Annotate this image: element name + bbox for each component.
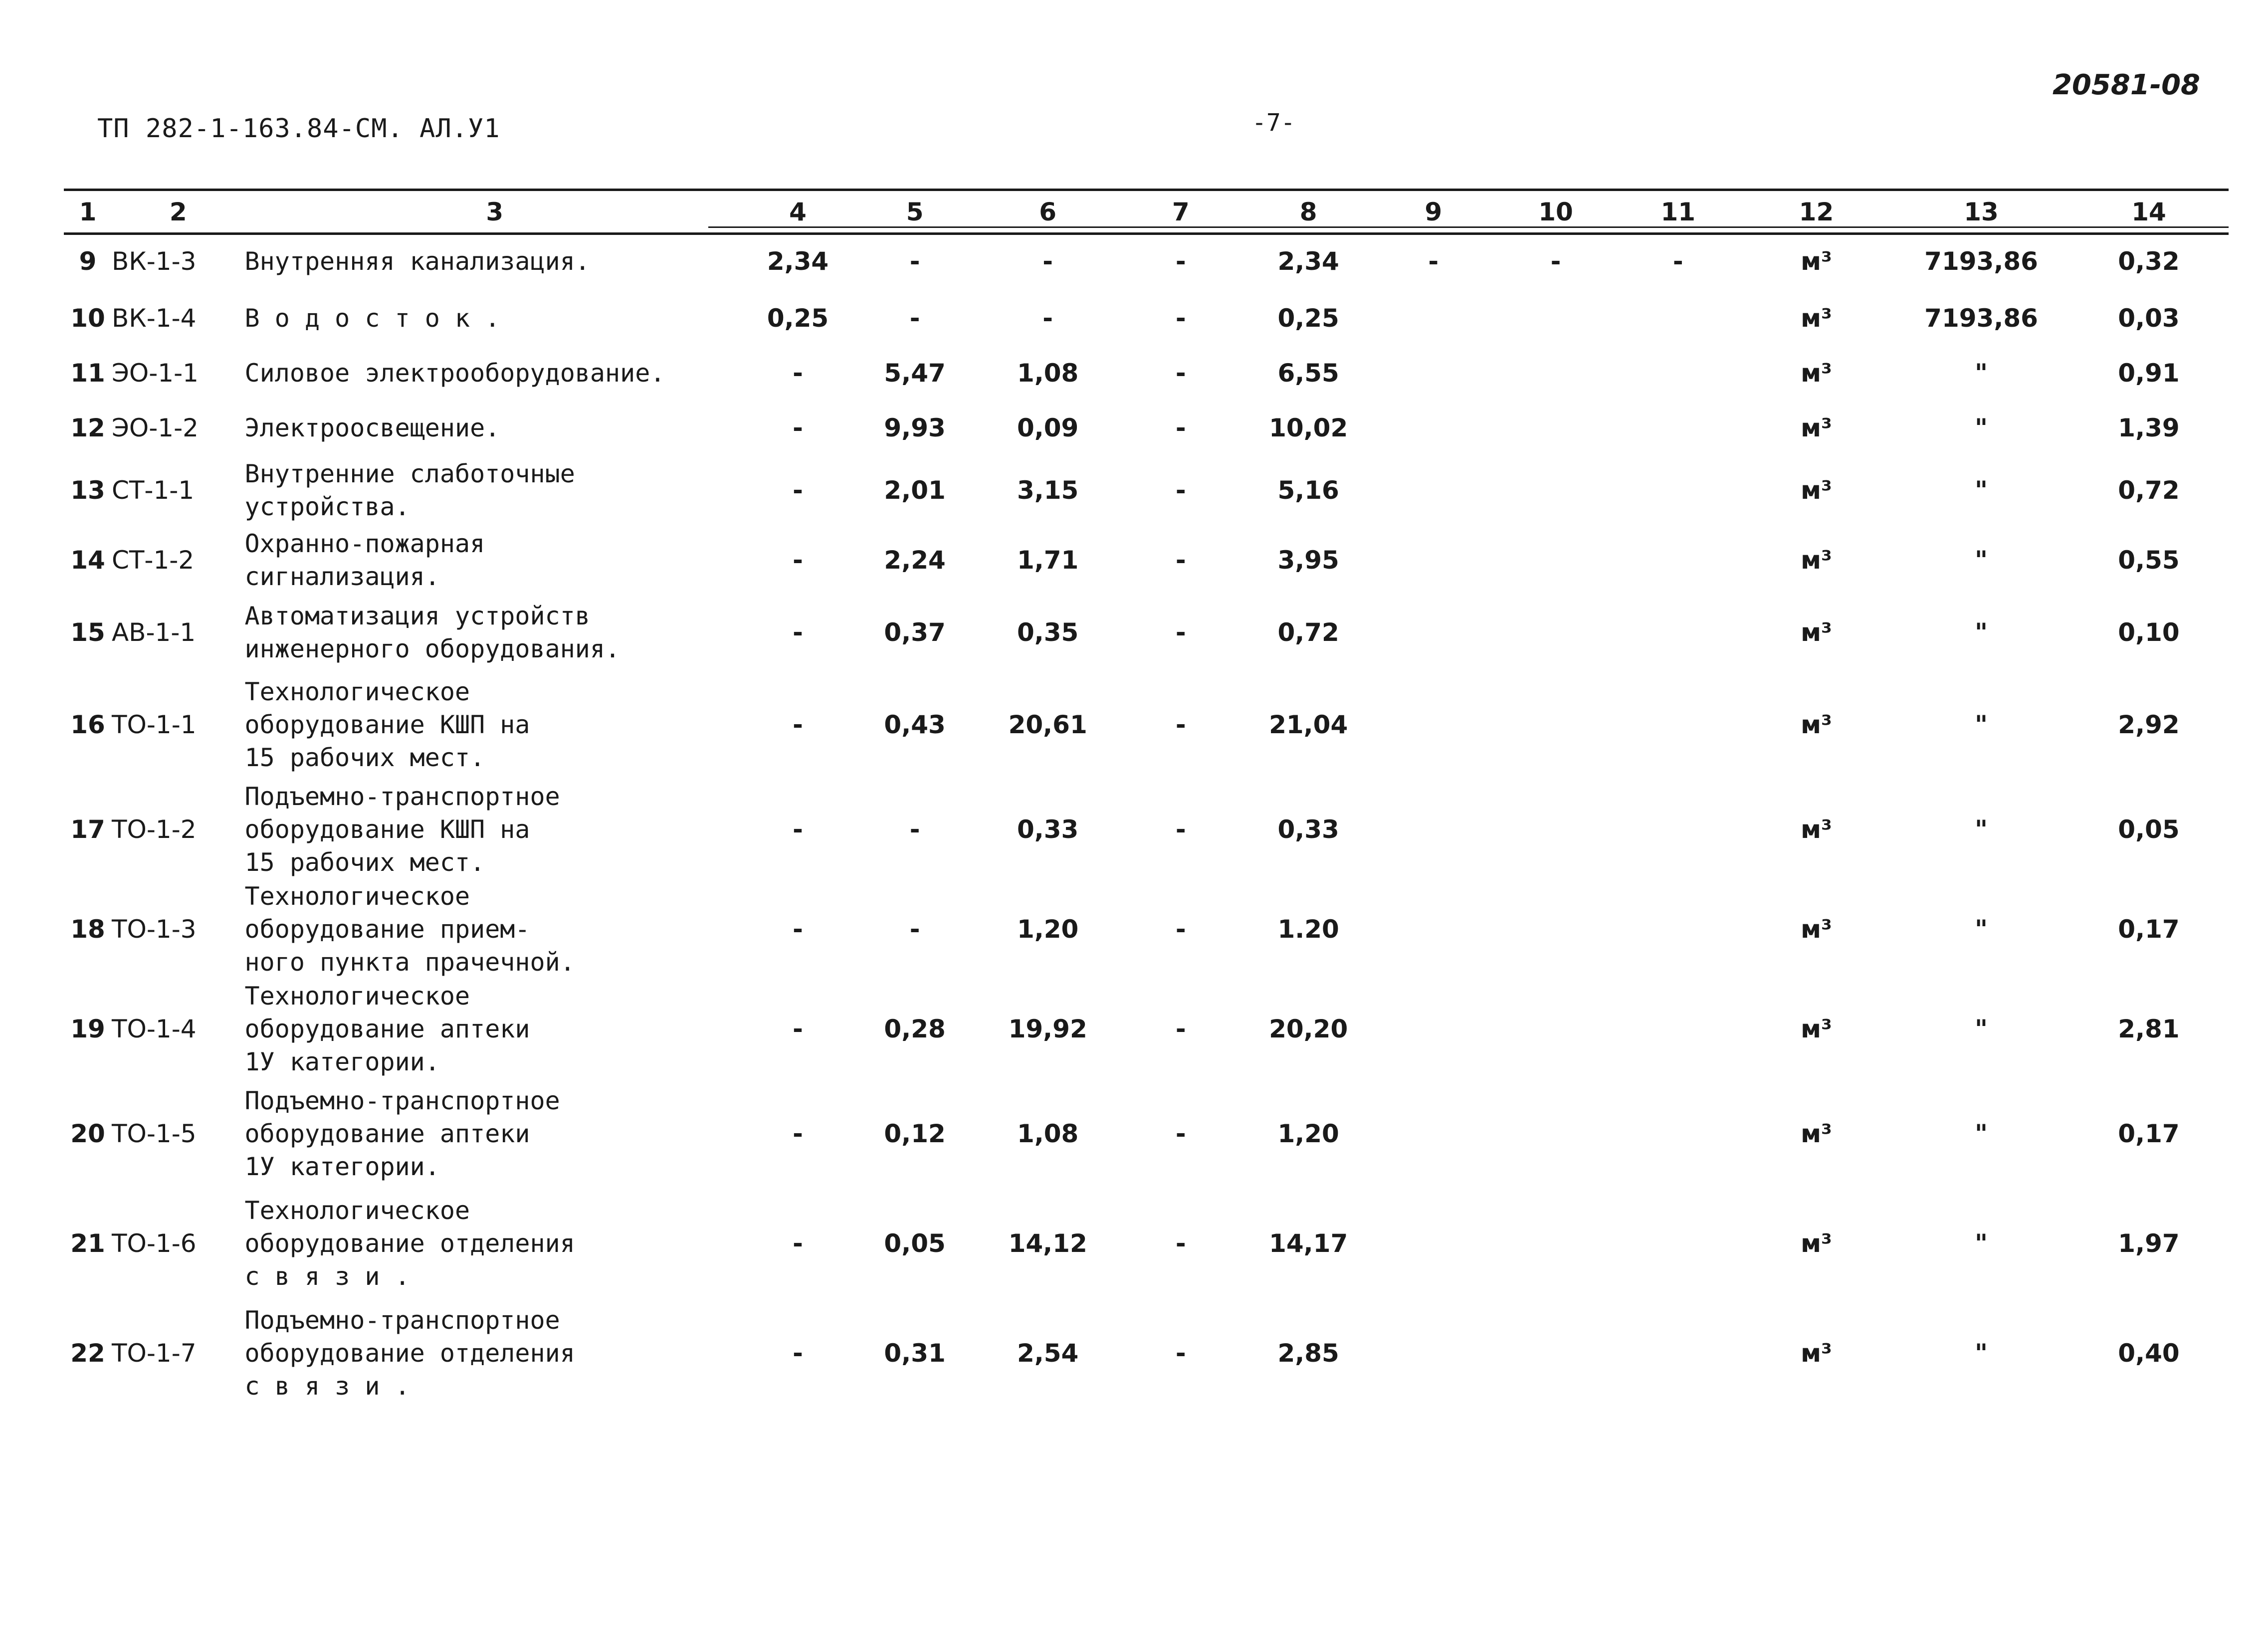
value-cell-c7: - [1175,710,1186,739]
value-cell-c6: 20,61 [1008,710,1087,739]
value-cell-c8: 1,20 [1277,1119,1339,1148]
value-cell-c7: - [1175,1339,1186,1368]
row-name-line: с в я з и . [244,1262,410,1291]
value-cell-c11 [1617,780,1739,879]
row-number: 12 [70,413,105,442]
table-row [64,291,2229,346]
value-cell-c9 [1372,1189,1494,1298]
row-code: СТ-1-1 [111,476,195,505]
value-cell-c11 [1617,879,1739,979]
column-header: 14 [2131,198,2166,226]
value-cell-c5: 0,12 [884,1119,946,1148]
value-cell-c5: - [909,815,920,844]
value-cell-c10 [1494,291,1617,346]
value-cell-c5: 5,47 [884,359,946,388]
unit-cell: м³ [1801,359,1832,388]
value-cell-c14: 0,03 [2118,304,2180,333]
row-name-line: Технологическое [244,1196,470,1225]
row-name-line: оборудование отделения [244,1339,575,1368]
column-header: 9 [1425,198,1443,226]
value-cell-c4: - [793,1339,803,1368]
value-cell-c5: 0,05 [884,1229,946,1258]
value-cell-c7: - [1175,476,1186,505]
value-cell-c5: 0,28 [884,1015,946,1043]
value-cell-c5: - [909,247,920,276]
value-cell-c6: 1,20 [1017,915,1079,944]
row-name-line: оборудование прием- [244,915,530,944]
unit-cell: м³ [1801,815,1832,844]
value-cell-c11 [1617,401,1739,455]
value-cell-c13: " [1975,1015,1988,1043]
value-cell-c8: 21,04 [1269,710,1348,739]
value-cell-c10 [1494,1079,1617,1189]
value-cell-c6: 1,08 [1017,1119,1079,1148]
column-header: 12 [1799,198,1834,226]
table-row [64,455,2229,525]
value-cell-c10 [1494,346,1617,401]
row-name-line: 15 рабочих мест. [244,743,485,772]
column-header: 2 [169,198,187,226]
row-name [245,346,745,401]
value-cell-c9 [1372,346,1494,401]
value-cell-c4: - [793,359,803,388]
row-name-line: сигнализация. [244,562,440,591]
value-cell-c11 [1617,1079,1739,1189]
value-cell-c11 [1617,346,1739,401]
value-cell-c4: - [793,915,803,944]
value-cell-c9: - [1428,247,1439,276]
value-cell-c9 [1372,525,1494,595]
table-row [64,1189,2229,1298]
row-name-line: 1У категории. [244,1047,440,1076]
value-cell-c13: " [1975,1229,1988,1258]
row-name-line: ного пункта прачечной. [244,948,575,977]
value-cell-c4: - [793,618,803,647]
value-cell-c8: 0,33 [1277,815,1339,844]
row-name [245,232,745,291]
row-name-line: Подъемно-транспортное [244,782,560,811]
value-cell-c7: - [1175,546,1186,575]
value-cell-c9 [1372,780,1494,879]
row-code: ТО-1-1 [111,710,197,739]
row-code: АВ-1-1 [111,618,196,647]
value-cell-c11: - [1672,247,1683,276]
table-row [64,979,2229,1079]
value-cell-c11 [1617,979,1739,1079]
value-cell-c6: 0,33 [1017,815,1079,844]
value-cell-c4: - [793,710,803,739]
row-name [245,455,745,525]
value-cell-c5: 0,37 [884,618,946,647]
row-name-line: оборудование аптеки [244,1119,530,1148]
value-cell-c4: - [793,815,803,844]
table-row [64,525,2229,595]
value-cell-c4: - [793,1119,803,1148]
unit-cell: м³ [1801,304,1832,333]
value-cell-c6: - [1042,247,1053,276]
value-cell-c13: " [1975,915,1988,944]
value-cell-c8: 6,55 [1277,359,1339,388]
row-code: ТО-1-5 [111,1119,197,1148]
column-header: 4 [789,198,807,226]
column-header: 6 [1039,198,1057,226]
row-name-line: Внутренние слаботочные [244,459,575,488]
value-cell-c10 [1494,525,1617,595]
value-cell-c14: 0,40 [2118,1339,2180,1368]
value-cell-c6: - [1042,304,1053,333]
value-cell-c6: 1,08 [1017,359,1079,388]
value-cell-c11 [1617,455,1739,525]
value-cell-c13: " [1975,476,1988,505]
value-cell-c5: 2,01 [884,476,946,505]
row-name-line: оборудование аптеки [244,1015,530,1043]
row-code: ЭО-1-2 [111,413,199,442]
value-cell-c14: 0,91 [2118,359,2180,388]
unit-cell: м³ [1801,247,1832,276]
unit-cell: м³ [1801,413,1832,442]
row-number: 10 [70,304,105,333]
value-cell-c6: 0,35 [1017,618,1079,647]
row-code: ТО-1-6 [111,1229,197,1258]
value-cell-c4: - [793,546,803,575]
value-cell-c13: 7193,86 [1924,247,2038,276]
value-cell-c6: 1,71 [1017,546,1079,575]
column-header: 11 [1660,198,1696,226]
row-name [245,291,745,346]
column-header: 7 [1172,198,1190,226]
value-cell-c4: 0,25 [767,304,829,333]
value-cell-c14: 2,81 [2118,1015,2180,1043]
value-cell-c13: " [1975,413,1988,442]
row-name-line: Внутренняя канализация. [244,247,590,276]
row-name-line: оборудование КШП на [244,710,530,739]
row-number: 16 [70,710,105,739]
value-cell-c9 [1372,979,1494,1079]
value-cell-c14: 1,39 [2118,413,2180,442]
unit-cell: м³ [1801,710,1832,739]
value-cell-c14: 0,17 [2118,915,2180,944]
row-number: 14 [70,546,105,575]
table-row [64,401,2229,455]
row-name [245,1189,745,1298]
unit-cell: м³ [1801,618,1832,647]
row-name-line: Подъемно-транспортное [244,1086,560,1115]
row-number: 11 [70,359,105,388]
column-header: 3 [486,198,504,226]
row-name [245,979,745,1079]
value-cell-c8: 3,95 [1277,546,1339,575]
value-cell-c14: 0,05 [2118,815,2180,844]
column-number-row [64,192,2229,232]
row-name-line: с в я з и . [244,1372,410,1401]
value-cell-c10 [1494,879,1617,979]
table-top-rule [64,189,2229,191]
value-cell-c4: - [793,476,803,505]
value-cell-c14: 2,92 [2118,710,2180,739]
value-cell-c10 [1494,979,1617,1079]
value-cell-c14: 0,72 [2118,476,2180,505]
row-number: 17 [70,815,105,844]
value-cell-c13: " [1975,546,1988,575]
estimate-table [64,192,2229,1408]
value-cell-c6: 19,92 [1008,1015,1087,1043]
row-number: 21 [70,1229,105,1258]
row-name-line: Охранно-пожарная [244,529,485,558]
row-name [245,525,745,595]
value-cell-c8: 20,20 [1269,1015,1348,1043]
value-cell-c5: - [909,915,920,944]
value-cell-c5: 0,31 [884,1339,946,1368]
value-cell-c13: " [1975,618,1988,647]
value-cell-c13: " [1975,1339,1988,1368]
value-cell-c7: - [1175,1119,1186,1148]
row-name-line: Подъемно-транспортное [244,1306,560,1335]
value-cell-c8: 14,17 [1269,1229,1348,1258]
value-cell-c6: 2,54 [1017,1339,1079,1368]
table-row [64,780,2229,879]
value-cell-c7: - [1175,815,1186,844]
value-cell-c11 [1617,1189,1739,1298]
value-cell-c11 [1617,670,1739,780]
value-cell-c11 [1617,291,1739,346]
unit-cell: м³ [1801,915,1832,944]
value-cell-c4: 2,34 [767,247,829,276]
value-cell-c8: 5,16 [1277,476,1339,505]
value-cell-c11 [1617,595,1739,670]
unit-cell: м³ [1801,1339,1832,1368]
value-cell-c10 [1494,401,1617,455]
table-row [64,346,2229,401]
row-code: ТО-1-2 [111,815,197,844]
row-name-line: оборудование КШП на [244,815,530,844]
row-name-line: устройства. [244,492,410,521]
row-name [245,670,745,780]
value-cell-c13: " [1975,815,1988,844]
value-cell-c7: - [1175,247,1186,276]
row-number: 13 [70,476,105,505]
row-number: 22 [70,1339,105,1368]
value-cell-c10: - [1550,247,1561,276]
row-name-line: В о д о с т о к . [244,304,500,333]
value-cell-c14: 0,10 [2118,618,2180,647]
row-name [245,401,745,455]
value-cell-c13: " [1975,1119,1988,1148]
unit-cell: м³ [1801,546,1832,575]
table-row [64,595,2229,670]
value-cell-c13: " [1975,359,1988,388]
value-cell-c14: 0,17 [2118,1119,2180,1148]
value-cell-c8: 0,72 [1277,618,1339,647]
value-cell-c11 [1617,525,1739,595]
column-header: 8 [1299,198,1317,226]
row-name-line: Электроосвещение. [244,413,500,442]
value-cell-c8: 0,25 [1277,304,1339,333]
row-name-line: Технологическое [244,677,470,706]
value-cell-c9 [1372,291,1494,346]
page-number: -7- [1252,109,1295,137]
row-name-line: оборудование отделения [244,1229,575,1258]
table-row [64,232,2229,291]
row-name-line: Силовое электрооборудование. [244,359,665,388]
row-code: ТО-1-7 [111,1339,197,1368]
row-name-line: 15 рабочих мест. [244,848,485,877]
column-header: 10 [1538,198,1573,226]
value-cell-c11 [1617,1298,1739,1408]
value-cell-c10 [1494,595,1617,670]
value-cell-c8: 10,02 [1269,413,1348,442]
value-cell-c14: 1,97 [2118,1229,2180,1258]
value-cell-c9 [1372,670,1494,780]
unit-cell: м³ [1801,1119,1832,1148]
value-cell-c4: - [793,1229,803,1258]
value-cell-c9 [1372,1079,1494,1189]
row-number: 19 [70,1015,105,1043]
value-cell-c6: 3,15 [1017,476,1079,505]
row-code: ЭО-1-1 [111,359,199,388]
value-cell-c10 [1494,455,1617,525]
unit-cell: м³ [1801,476,1832,505]
row-code: ТО-1-3 [111,915,197,944]
table-row [64,670,2229,780]
table-body [64,232,2229,1408]
row-code: ВК-1-3 [111,247,197,276]
row-name [245,879,745,979]
value-cell-c9 [1372,455,1494,525]
value-cell-c4: - [793,1015,803,1043]
value-cell-c9 [1372,879,1494,979]
column-header: 13 [1964,198,1999,226]
stamp-number: 20581-08 [2053,69,2200,101]
unit-cell: м³ [1801,1229,1832,1258]
value-cell-c5: 0,43 [884,710,946,739]
value-cell-c8: 2,34 [1277,247,1339,276]
table-row [64,1298,2229,1408]
row-name [245,780,745,879]
row-number: 20 [70,1119,105,1148]
value-cell-c10 [1494,1189,1617,1298]
row-name-line: инженерного оборудования. [244,634,620,663]
row-number: 15 [70,618,105,647]
row-name [245,1298,745,1408]
value-cell-c9 [1372,595,1494,670]
value-cell-c7: - [1175,304,1186,333]
value-cell-c14: 0,55 [2118,546,2180,575]
value-cell-c13: " [1975,710,1988,739]
column-header: 1 [79,198,97,226]
value-cell-c7: - [1175,1015,1186,1043]
value-cell-c7: - [1175,1229,1186,1258]
table-row [64,1079,2229,1189]
row-name [245,595,745,670]
row-code: ВК-1-4 [111,304,197,333]
value-cell-c5: 9,93 [884,413,946,442]
row-code: ТО-1-4 [111,1015,197,1043]
value-cell-c7: - [1175,413,1186,442]
value-cell-c7: - [1175,618,1186,647]
row-code: СТ-1-2 [111,546,195,575]
value-cell-c10 [1494,1298,1617,1408]
value-cell-c8: 2,85 [1277,1339,1339,1368]
row-name-line: Технологическое [244,982,470,1011]
value-cell-c9 [1372,401,1494,455]
column-header: 5 [906,198,924,226]
value-cell-c6: 14,12 [1008,1229,1087,1258]
value-cell-c10 [1494,780,1617,879]
value-cell-c5: - [909,304,920,333]
row-name-line: Технологическое [244,882,470,911]
value-cell-c7: - [1175,359,1186,388]
doc-header-code: ТП 282-1-163.84-СМ. АЛ.У1 [97,114,500,144]
value-cell-c4: - [793,413,803,442]
value-cell-c9 [1372,1298,1494,1408]
value-cell-c7: - [1175,915,1186,944]
value-cell-c10 [1494,670,1617,780]
table-row [64,879,2229,979]
value-cell-c14: 0,32 [2118,247,2180,276]
value-cell-c8: 1.20 [1277,915,1339,944]
row-number: 18 [70,915,105,944]
value-cell-c13: 7193,86 [1924,304,2038,333]
row-name-line: 1У категории. [244,1152,440,1181]
row-name [245,1079,745,1189]
row-name-line: Автоматизация устройств [244,602,590,630]
row-number: 9 [79,247,97,276]
unit-cell: м³ [1801,1015,1832,1043]
value-cell-c6: 0,09 [1017,413,1079,442]
value-cell-c5: 2,24 [884,546,946,575]
